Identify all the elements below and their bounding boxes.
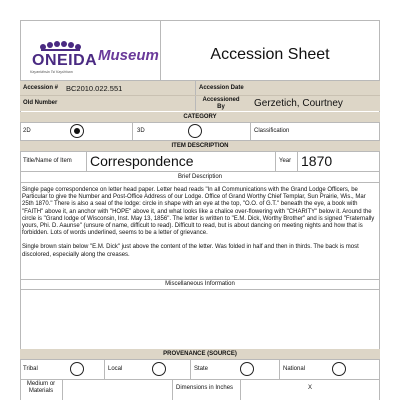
provenance-national-radio[interactable] xyxy=(332,362,346,376)
brief-description-field[interactable] xyxy=(22,187,378,259)
medium-materials-label: Medium or Materials xyxy=(26,381,56,394)
accession-number-label: Accession # xyxy=(23,85,59,91)
dimensions-label: Dimensions in Inches xyxy=(176,385,234,391)
accession-date-label: Accession Date xyxy=(199,85,244,91)
museum-label: Museum xyxy=(98,47,159,64)
accessioned-by-label: Accessioned By xyxy=(202,97,240,110)
provenance-tribal-label: Tribal xyxy=(23,366,38,372)
dimensions-separator: X xyxy=(308,385,313,391)
item-year-field[interactable]: 1870 xyxy=(301,153,333,169)
provenance-tribal-radio[interactable] xyxy=(70,362,84,376)
brief-description-label: Brief Description xyxy=(177,174,222,180)
category-2d-radio[interactable] xyxy=(70,124,84,138)
provenance-state-label: State xyxy=(194,366,209,372)
page-title: Accession Sheet xyxy=(210,46,330,63)
misc-info-field[interactable] xyxy=(22,292,378,347)
provenance-national-label: National xyxy=(283,366,306,372)
accession-date-field[interactable] xyxy=(254,84,374,94)
year-label: Year xyxy=(279,158,292,164)
item-description-header: ITEM DESCRIPTION xyxy=(20,141,380,151)
classification-label: Classification xyxy=(254,128,290,134)
title-name-label: Title/Name of Item xyxy=(23,158,72,164)
category-3d-radio[interactable] xyxy=(188,124,202,138)
misc-info-label: Miscellaneous Information xyxy=(165,281,235,287)
logo-tagline: Kayanláhsla Tsi Kayúhkwa xyxy=(30,70,73,74)
classification-field[interactable] xyxy=(300,126,376,138)
provenance-local-radio[interactable] xyxy=(152,362,166,376)
accessioned-by-field[interactable]: Gerzetich, Courtney xyxy=(254,98,343,109)
accession-number-field[interactable]: BC2010.022.551 xyxy=(66,84,123,93)
description-paragraph: Single brown stain below "E.M. Dick" just above the content of the letter. Was folded in half and then in thirds. The back is most discolored, especially along the creases. xyxy=(22,244,359,258)
category-2d-label: 2D xyxy=(23,128,31,134)
logo-text: ONEIDA xyxy=(32,52,98,69)
category-header: CATEGORY xyxy=(20,112,380,122)
provenance-header: PROVENANCE (SOURCE) xyxy=(20,349,380,359)
oneida-logo xyxy=(30,38,98,80)
medium-materials-field[interactable] xyxy=(66,383,166,395)
old-number-field[interactable] xyxy=(66,99,186,109)
category-3d-label: 3D xyxy=(137,128,145,134)
item-title-field[interactable]: Correspondence xyxy=(90,153,194,169)
description-paragraph: Single page correspondence on letter head paper. Letter head reads "In all Communications with the Grand Lodge Officers, be Particular to give the Number and Post-Office Address of our Lodge. Office of Grand Worthy Chief Templar, Sun Prairie, Wis., Mar 25th 1870." There is also a seal of the lodge: circle in shape with an eye at the top, "O.O. of G.T." beneath the eye, a book with "FAITH" above it, an anchor with "HOPE" above it, and what looks like a chalice over-flowering with "CHARITY" below it. Around the circle is "Grand lodge of Wisconsin, Inst. May 13, 1856". The letter is written to "E.M. Dick, Worthy Brother" and is signed "Fraternally yours, Phi. D. Aaunse" (unsure of name, difficult to read). Difficult to read, but is about dancing on meeting nights and how that is forbidden. Lots of words underlined, seems to be a letter of grievance. xyxy=(22,187,375,237)
provenance-local-label: Local xyxy=(108,366,123,372)
logo-emblem-icon xyxy=(38,38,82,52)
provenance-state-radio[interactable] xyxy=(240,362,254,376)
old-number-label: Old Number xyxy=(23,100,58,106)
